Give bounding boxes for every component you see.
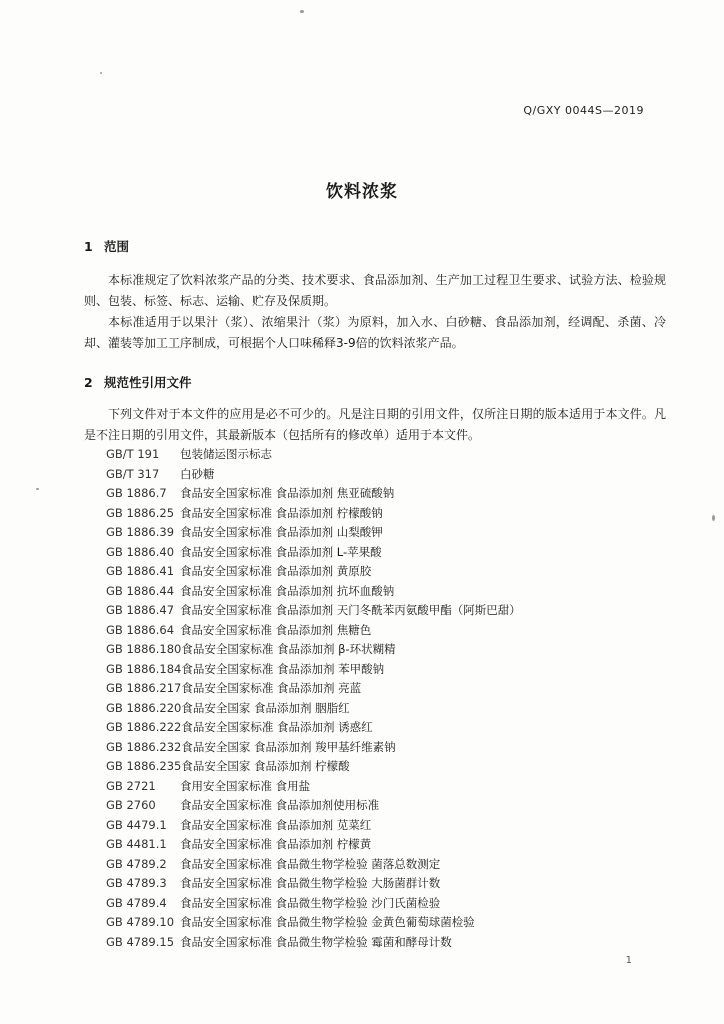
- reference-title: 食品安全国家标准 食品添加剂 柠檬黄: [180, 837, 372, 851]
- reference-item: [106, 738, 521, 758]
- reference-code: GB/T 317: [106, 466, 160, 481]
- scan-speck: [300, 10, 304, 13]
- reference-title: 食品安全国家标准 食品添加剂 山梨酸钾: [180, 525, 383, 539]
- scan-speck: [100, 72, 102, 74]
- reference-title: 食品安全国家标准 食品微生物学检验 大肠菌群计数: [180, 876, 441, 890]
- reference-code: GB 1886.184: [106, 661, 182, 676]
- reference-item: [106, 796, 521, 816]
- reference-title: 食品安全国家 食品添加剂 胭脂红: [181, 700, 350, 715]
- reference-item: [106, 582, 521, 602]
- reference-item: [106, 718, 521, 738]
- reference-item: [106, 523, 521, 543]
- reference-title: 食品安全国家标准 食品添加剂 亮蓝: [181, 681, 362, 695]
- reference-title: 食品安全国家标准 食品添加剂 焦亚硫酸钠: [180, 486, 395, 500]
- reference-code: GB/T 191: [106, 447, 160, 461]
- reference-title: 食品安全国家标准 食品微生物学检验 霉菌和酵母计数: [180, 934, 452, 949]
- reference-item: [106, 913, 521, 933]
- reference-code: GB 1886.7: [106, 486, 167, 500]
- reference-title: 食品安全国家标准 食品添加剂使用标准: [180, 798, 380, 812]
- reference-item: [106, 484, 521, 504]
- references-intro-paragraph: 下列文件对于本文件的应用是必不可少的。凡是注日期的引用文件，仅所注日期的版本适用于本文件。凡是不注日期的引用文件，其最新版本（包括所有的修改单）适用于本文件。: [84, 407, 666, 442]
- section-heading-scope: [84, 237, 129, 255]
- reference-item: [106, 679, 521, 699]
- reference-code: GB 1886.47: [106, 603, 175, 617]
- reference-code: GB 1886.222: [106, 720, 182, 734]
- reference-code: GB 1886.232: [106, 739, 182, 754]
- scan-speck: [712, 515, 715, 521]
- reference-code: GB 4789.10: [106, 915, 175, 929]
- reference-title: 食品安全国家标准 食品添加剂 黄原胶: [180, 564, 372, 578]
- reference-title: 食品安全国家 食品添加剂 柠檬酸: [181, 759, 350, 773]
- reference-code: GB 1886.44: [106, 583, 175, 598]
- section-number: 1: [84, 239, 93, 254]
- reference-title: 食品安全国家标准 食品添加剂 诱惑红: [181, 720, 373, 734]
- reference-code: GB 2721: [106, 778, 156, 793]
- reference-item: [106, 621, 521, 641]
- reference-code: GB 1886.235: [106, 759, 182, 773]
- reference-title: 食用安全国家标准 食用盐: [180, 778, 311, 793]
- page-number: 1: [625, 955, 632, 966]
- reference-title: 包装储运图示标志: [180, 447, 272, 461]
- reference-code: GB 1886.25: [106, 505, 175, 520]
- reference-code: GB 4789.2: [106, 856, 167, 871]
- section-number: 2: [84, 375, 93, 390]
- reference-title: 食品安全国家标准 食品添加剂 β-环状糊精: [181, 642, 396, 656]
- reference-item: [106, 660, 521, 680]
- reference-code: GB 4789.4: [106, 895, 167, 910]
- reference-title: 食品安全国家标准 食品添加剂 抗坏血酸钠: [180, 583, 395, 598]
- reference-code: GB 1886.217: [106, 681, 182, 695]
- reference-item: [106, 562, 521, 582]
- scope-paragraph-2: 本标准适用于以果汁（浆）、浓缩果汁（浆）为原料，加入水、白砂糖、食品添加剂，经调配、杀菌、冷却、灌装等加工工序制成，可根据个人口味稀释3-9倍的饮料浓浆产品。: [84, 315, 666, 350]
- reference-item: [106, 777, 521, 797]
- reference-item: [106, 855, 521, 875]
- reference-item: [106, 543, 521, 563]
- reference-item: [106, 504, 521, 524]
- reference-code: GB 4481.1: [106, 837, 167, 851]
- reference-code: GB 4789.15: [106, 934, 175, 949]
- reference-code: GB 4479.1: [106, 817, 167, 832]
- scan-speck: [36, 488, 39, 490]
- reference-title: 食品安全国家标准 食品添加剂 苯甲酸钠: [181, 661, 385, 676]
- reference-item: [106, 640, 521, 660]
- section-title: 范围: [104, 239, 130, 254]
- document-title: 饮料浓浆: [326, 182, 398, 202]
- reference-item: [106, 757, 521, 777]
- reference-item: [106, 601, 521, 621]
- reference-item: [106, 816, 521, 836]
- reference-title: 食品安全国家标准 食品微生物学检验 菌落总数测定: [180, 856, 441, 871]
- reference-title: 食品安全国家标准 食品添加剂 天门冬酰苯丙氨酸甲酯（阿斯巴甜）: [180, 603, 521, 617]
- reference-code: GB 1886.180: [106, 642, 182, 656]
- reference-item: [106, 835, 521, 855]
- reference-title: 食品安全国家标准 食品微生物学检验 金黄色葡萄球菌检验: [180, 915, 475, 929]
- reference-code: GB 2760: [106, 798, 156, 812]
- section-title: 规范性引用文件: [104, 375, 192, 390]
- reference-code: GB 4789.3: [106, 876, 167, 890]
- document-code: Q/GXY 0044S—2019: [523, 104, 644, 117]
- reference-item: [106, 465, 521, 485]
- reference-title: 白砂糖: [180, 466, 215, 481]
- reference-code: GB 1886.40: [106, 544, 175, 559]
- reference-code: GB 1886.39: [106, 525, 175, 539]
- reference-list: [106, 445, 521, 952]
- reference-title: 食品安全国家标准 食品添加剂 L-苹果酸: [180, 544, 382, 559]
- reference-item: [106, 699, 521, 719]
- reference-code: GB 1886.220: [106, 700, 182, 715]
- scope-paragraph-1: 本标准规定了饮料浓浆产品的分类、技术要求、食品添加剂、生产加工过程卫生要求、试验方法、检验规则、包装、标签、标志、运输、贮存及保质期。: [84, 273, 666, 308]
- reference-title: 食品安全国家 食品添加剂 羧甲基纤维素钠: [181, 739, 396, 754]
- reference-title: 食品安全国家标准 食品添加剂 苋菜红: [180, 817, 372, 832]
- reference-item: [106, 894, 521, 914]
- reference-item: [106, 933, 521, 953]
- reference-title: 食品安全国家标准 食品添加剂 焦糖色: [180, 622, 372, 637]
- reference-code: GB 1886.64: [106, 622, 175, 637]
- reference-item: [106, 445, 521, 465]
- section-heading-normative-references: [84, 373, 192, 391]
- reference-code: GB 1886.41: [106, 564, 175, 578]
- reference-title: 食品安全国家标准 食品微生物学检验 沙门氏菌检验: [180, 895, 441, 910]
- reference-title: 食品安全国家标准 食品添加剂 柠檬酸钠: [180, 505, 383, 520]
- reference-item: [106, 874, 521, 894]
